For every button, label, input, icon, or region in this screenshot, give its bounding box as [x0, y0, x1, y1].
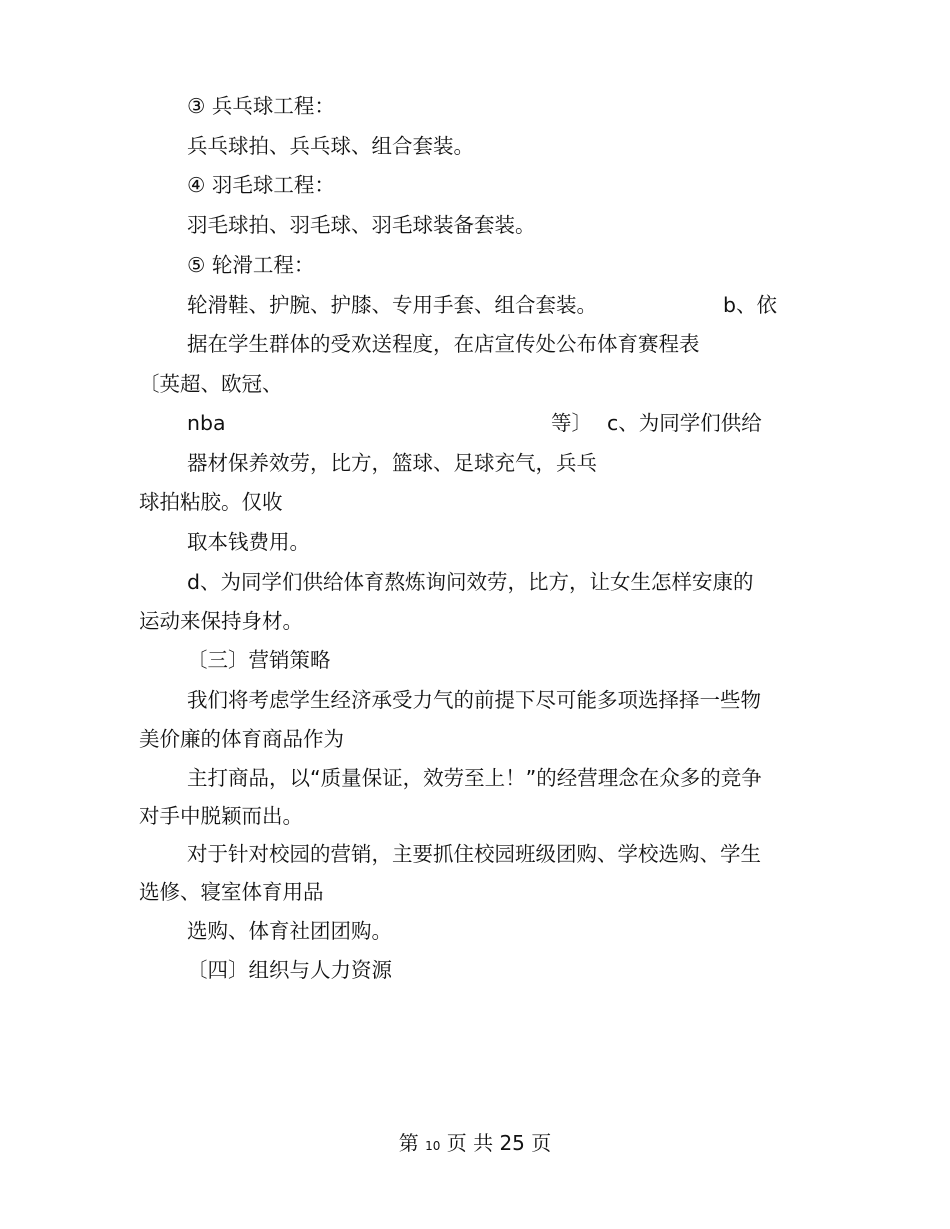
text-line: 兵乓球拍、兵乓球、组合套装。: [187, 134, 474, 158]
text-line: 球拍粘胶。仅收: [139, 490, 283, 514]
page-footer: [0, 1130, 950, 1159]
text-line: 对手中脱颖而出。: [139, 804, 303, 828]
text-line: 据在学生群体的受欢送程度，在店宣传处公布体育赛程表: [187, 332, 700, 356]
text-line: 轮滑鞋、护腕、护膝、专用手套、组合套装。: [187, 293, 597, 317]
text-line: 器材保养效劳，比方，篮球、足球充气，兵乓: [187, 451, 597, 475]
text-line: 取本钱费用。: [187, 530, 310, 554]
section-heading-pingpong: ③ 兵乓球工程：: [187, 94, 335, 118]
text-fragment: c、为同学们供给: [607, 411, 762, 435]
total-pages: 25: [499, 1131, 525, 1155]
text-line: 美价廉的体育商品作为: [139, 727, 344, 751]
text-line: 主打商品，以“质量保证，效劳至上！”的经营理念在众多的竞争: [187, 766, 762, 790]
text-fragment: nba: [187, 411, 226, 435]
section-heading-marketing: 〔三〕营销策略: [187, 648, 331, 672]
section-heading-badminton: ④ 羽毛球工程：: [187, 173, 335, 197]
section-heading-organization: 〔四〕组织与人力资源: [187, 958, 392, 982]
text-fragment: b、依: [723, 293, 778, 317]
text-line: 运动来保持身材。: [139, 609, 303, 633]
text-line: 选购、体育社团团购。: [187, 919, 392, 943]
text-line: 对于针对校园的营销，主要抓住校园班级团购、学校选购、学生: [187, 842, 761, 866]
text-fragment: 等〕: [551, 411, 592, 435]
text-line: d、为同学们供给体育熬炼询问效劳，比方，让女生怎样安康的: [187, 570, 754, 594]
text-line: 我们将考虑学生经济承受力气的前提下尽可能多项选择择一些物: [187, 688, 761, 712]
section-heading-skating: ⑤ 轮滑工程：: [187, 253, 315, 277]
page-number: 10: [425, 1139, 441, 1153]
text-line: 选修、寝室体育用品: [139, 880, 324, 904]
text-line: 〔英超、欧冠、: [139, 372, 283, 396]
text-line: 羽毛球拍、羽毛球、羽毛球装备套装。: [187, 213, 536, 237]
footer-suffix: 页: [531, 1131, 552, 1155]
footer-middle: 页 共: [446, 1131, 494, 1155]
footer-prefix: 第: [398, 1131, 419, 1155]
